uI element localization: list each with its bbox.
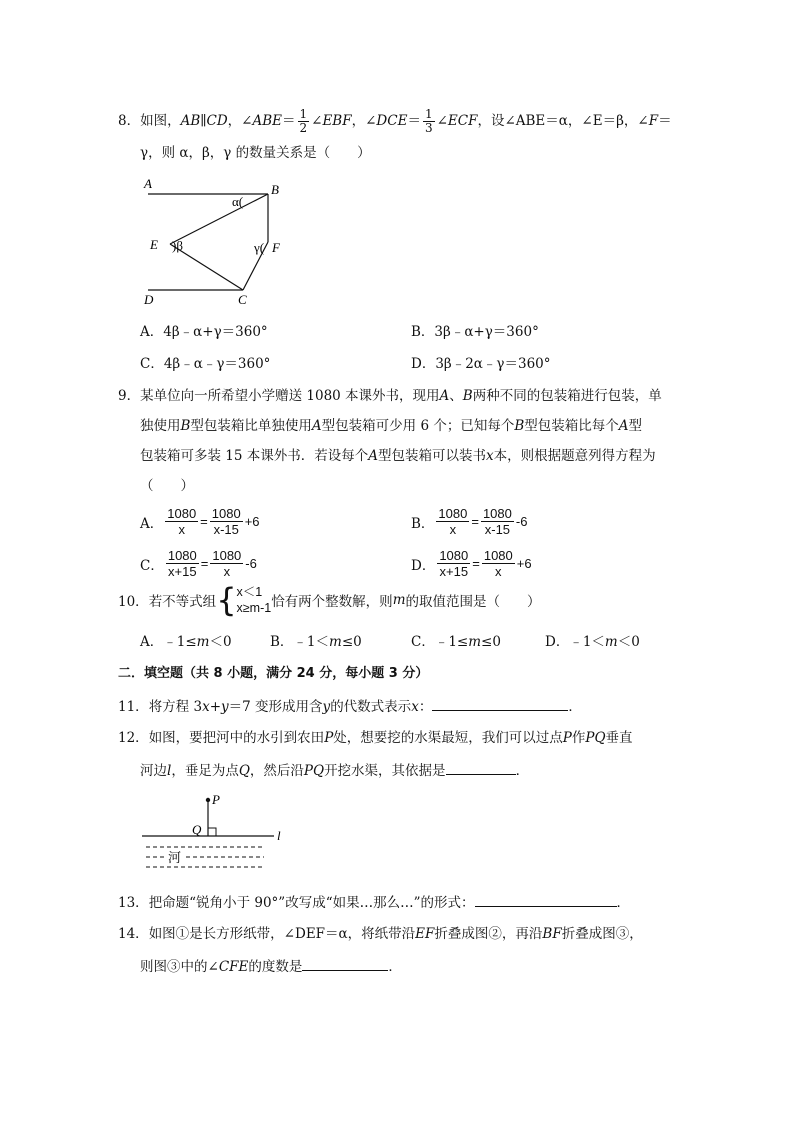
q8-fraction-half [298,108,310,135]
option-var: m [604,634,618,650]
q8-option-b[interactable]: B．3β﹣α+γ＝360° [411,324,539,340]
q12-var: P [324,730,334,746]
q11-text: ： [418,699,433,715]
q12-line1 [118,728,633,748]
q9-var: x [486,448,494,464]
q8-angle-ebf: EBF [322,113,352,129]
fraction-numerator: 1080 [167,548,197,563]
option-label: C． [140,557,164,574]
q8-text: ∠ [436,113,448,129]
fraction-numerator: 1080 [482,506,512,521]
q9-text: 型包装箱可少用 6 个；已知每个 [321,418,515,434]
q12-number: 12． [118,730,149,746]
option-text: C．﹣1≤ [411,634,469,650]
q12-text: 处，想要挖的水渠最短，我们可以过点 [333,730,563,746]
q8-text: ＝ [658,113,672,129]
q12-answer-blank[interactable] [446,760,516,775]
fraction [166,548,199,579]
q10-text: 的取值范围是（ ） [405,594,541,610]
q10-var-m: m [392,592,406,608]
q9-text: 型包装箱比每个 [524,418,619,434]
fraction [210,506,243,537]
q8-angle-f: F [648,113,659,129]
q9-line4: （ ） [140,478,194,494]
equals: = [472,556,480,571]
q8-text: ，∠ [351,113,377,129]
q9-text: 两种不同的包装箱进行包装，单 [472,388,662,404]
q14-answer-blank[interactable] [302,956,388,971]
q11-text: ． [568,699,582,715]
q11-var: x [202,699,210,715]
q8-figure [138,172,288,312]
q9-option-d[interactable] [411,548,532,579]
section-heading-fill-in: 二．填空题（共 8 小题，满分 24 分，每小题 3 分） [118,666,429,681]
tail: -6 [515,514,528,529]
q8-text: ＝ [282,113,296,129]
fraction-denominator: 3 [424,121,433,135]
left-brace: { [216,581,237,619]
q11-text: 将方程 3 [148,699,203,715]
inequality-2: x≥m-1 [236,601,272,615]
q13-text: 把命题“锐角小于 90°”改写成“如果…那么…”的形式： [148,895,475,911]
q12-text: ，垂足为点 [171,763,239,779]
segment-be [170,194,268,244]
q14-line2 [140,956,402,977]
label-beta: )β [172,238,183,253]
q8-line1 [118,108,672,135]
q9-text: 型 [628,418,643,434]
fraction-denominator: x [178,522,185,537]
label-f: F [272,240,280,255]
q9-text: 型包装箱比单独使用 [190,418,312,434]
fraction-denominator: x [449,522,457,537]
q8-option-c[interactable]: C．4β﹣α﹣γ＝360° [140,356,271,372]
label-c: C [238,292,247,307]
q9-text: 包装箱可多装 15 本课外书．若设每个 [140,448,369,464]
option-text: B．﹣1＜ [270,634,330,650]
fraction-denominator: x-15 [484,522,511,537]
q11-line1 [118,696,582,717]
fraction [482,548,515,579]
q8-number: 8． [118,113,141,129]
equals: = [200,556,209,571]
option-label: B． [411,515,435,532]
q9-line3 [140,446,656,466]
q9-var: B [180,418,191,434]
fraction-numerator: 1080 [211,506,241,521]
q8-text: ∠ [311,113,323,129]
option-text: ＜0 [209,634,232,650]
q14-var: BF [542,926,562,942]
q12-line2 [140,760,529,781]
option-text: D．﹣1＜ [545,634,605,650]
q12-text: 河边 [140,763,167,779]
q8-option-a[interactable]: A．4β﹣α+γ＝360° [140,324,268,340]
q12-text: 开挖水渠，其依据是 [324,763,446,779]
inequality-lines [237,584,272,616]
q12-var: P [562,730,572,746]
q9-var: A [368,448,379,464]
option-var: m [329,634,342,650]
q11-var: y [322,699,331,715]
fraction [481,506,514,537]
q14-text: ． [388,959,402,975]
q9-var: B [514,418,525,434]
q14-var: CFE [218,959,249,975]
fraction [210,548,243,579]
fraction-numerator: 1080 [167,506,197,521]
fraction [437,548,470,579]
q10-text: 若不等式组 [148,594,217,610]
q11-var: x [411,699,419,715]
q12-text: 如图，要把河中的水引到农田 [148,730,325,746]
q12-var: PQ [303,763,325,779]
q9-option-b[interactable] [411,506,527,537]
q14-var: EF [415,926,435,942]
q9-var: A [311,418,322,434]
q8-angle-ecf: ECF [447,113,478,129]
q9-text: 型包装箱可以装书 [378,448,487,464]
q10-line1 [118,581,541,619]
label-alpha: α( [232,194,244,209]
q9-option-c[interactable] [140,548,257,579]
q8-option-d[interactable]: D．3β﹣2α﹣γ＝360° [411,356,551,372]
q10-option-d[interactable] [545,632,640,652]
right-angle-mark [208,828,216,836]
q8-line2: γ，则 α，β，γ 的数量关系是（ ） [140,145,371,161]
q10-option-c[interactable] [411,632,501,652]
q8-angle-abe: ABE [252,113,282,129]
fraction-numerator: 1080 [483,548,513,563]
q11-text: ＝7 变形成用含 [228,699,323,715]
fraction-denominator: x [495,564,502,579]
q9-var: A [439,388,450,404]
option-label: D． [411,557,436,574]
q12-text: ． [515,763,530,779]
q13-text: ． [616,895,631,911]
q8-angle-dce: DCE [376,113,408,129]
q14-text: 折叠成图②，再沿 [434,926,543,942]
q12-var: PQ [585,730,606,746]
label-a: A [144,176,152,191]
tail: +6 [516,556,532,571]
q9-line2 [140,416,642,436]
q8-ab-parallel-cd: AB∥CD [180,113,228,129]
option-text: ≤0 [481,634,501,650]
fraction-denominator: x-15 [213,522,239,537]
fraction-denominator: x [223,564,231,579]
fraction-denominator: x+15 [168,564,197,579]
q8-text: ，设∠ABE＝α，∠E＝β，∠ [477,113,649,129]
option-text: ≤0 [341,634,362,650]
fraction-numerator: 1080 [439,548,469,563]
label-b: B [271,182,279,197]
label-river: 河 [168,850,182,865]
option-label: A． [140,515,164,532]
q8-text: ，∠ [227,113,253,129]
equals: = [200,514,208,529]
fraction-numerator: 1080 [438,506,468,521]
label-q: Q [192,822,202,837]
fraction [165,506,198,537]
q11-answer-blank[interactable] [432,696,568,711]
q14-text: 则图③中的∠ [140,959,219,975]
q14-text: 如图①是长方形纸带，∠DEF＝α，将纸带沿 [148,926,416,942]
q9-var: A [618,418,629,434]
fraction-denominator: x+15 [439,564,469,579]
q14-text: 折叠成图③， [561,926,643,942]
option-text: A．﹣1≤ [140,634,197,650]
q11-text: 的代数式表示 [330,699,412,715]
q12-var: Q [238,763,250,779]
q13-answer-blank[interactable] [475,892,617,907]
label-e: E [150,237,158,252]
q8-fraction-third [423,108,435,135]
q13-line1 [118,892,630,913]
inequality-system [216,581,272,619]
label-gamma: γ( [254,240,265,255]
q8-text: 如图， [140,113,181,129]
option-var: m [196,634,210,650]
tail: +6 [244,514,260,529]
q9-text: 、 [449,388,463,404]
fraction-denominator: 2 [299,121,308,135]
label-d: D [144,292,154,307]
q10-option-a[interactable] [140,632,232,652]
label-l: l [277,828,281,843]
fraction-numerator: 1080 [212,548,242,563]
fraction-numerator: 1 [424,107,433,121]
q14-line1 [118,924,643,944]
equals: = [471,514,479,529]
q9-option-a[interactable] [140,506,260,537]
q8-text: ＝ [407,113,421,129]
q14-text: 的度数是 [248,959,303,975]
q12-text: ，然后沿 [249,763,304,779]
inequality-1: x＜1 [236,585,263,599]
q12-var: l [167,763,172,779]
q10-number: 10． [118,594,149,610]
q10-text: 恰有两个整数解，则 [271,594,393,610]
q9-text: 独使用 [140,418,181,434]
q11-text: + [209,699,222,715]
q11-var: y [221,699,229,715]
q13-number: 13． [118,895,149,911]
q14-number: 14． [118,926,149,942]
q9-var: B [462,388,473,404]
q10-option-b[interactable] [270,632,362,652]
option-var: m [468,634,482,650]
label-p: P [212,792,220,807]
q12-text: 作 [571,730,586,746]
q12-text: 垂直 [605,730,633,746]
q9-text: 本，则根据题意列得方程为 [493,448,656,464]
fraction-numerator: 1 [299,107,308,121]
q9-line1 [118,386,662,406]
q12-figure [138,790,288,875]
tail: -6 [245,556,257,571]
q9-text: 某单位向一所希望小学赠送 1080 本课外书，现用 [140,388,440,404]
q9-number: 9． [118,388,141,404]
option-text: ＜0 [617,634,640,650]
fraction [436,506,469,537]
q11-number: 11． [118,699,149,715]
